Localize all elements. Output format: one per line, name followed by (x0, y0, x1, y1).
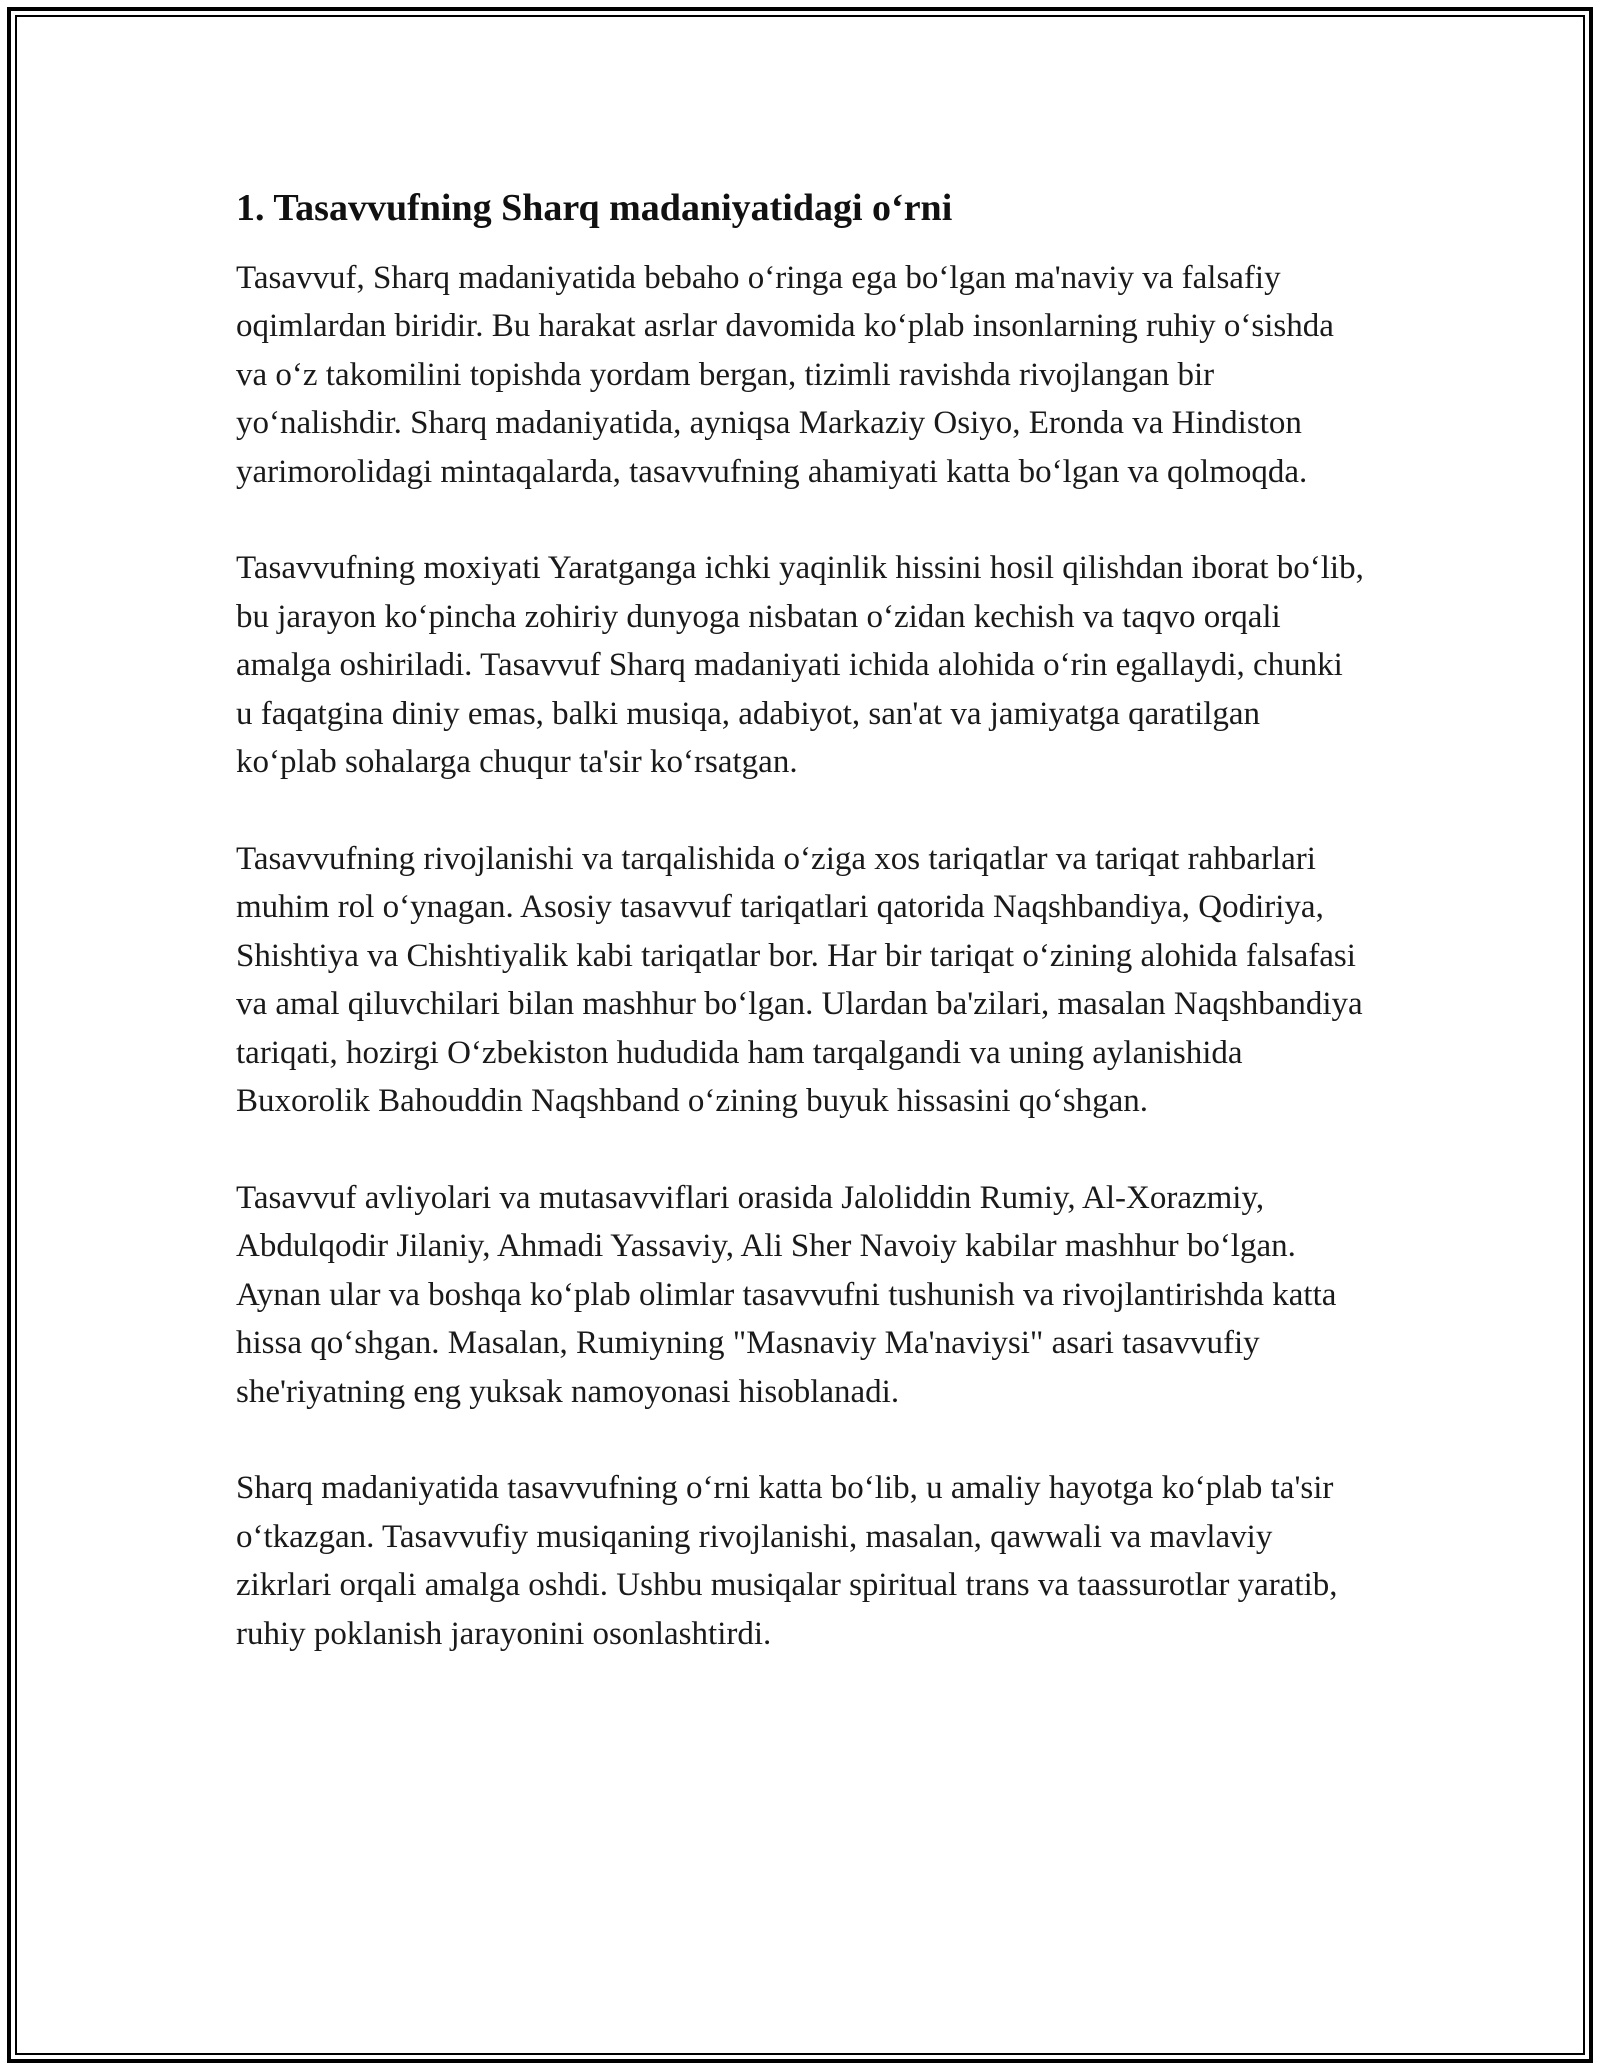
section-heading: 1. Tasavvufning Sharq madaniyatidagi o‘rni (236, 187, 953, 229)
paragraph-3: Tasavvufning rivojlanishi va tarqalishida o‘ziga xos tariqatlar va tariqat rahbarlari muhim rol o‘ynagan. Asosiy tasavvuf tariqatlari qatorida Naqshbandiya, Qodiriya, Shishtiya va Chishtiyalik kabi tariqatlar bor. Har bir tariqat o‘zining alohida falsafasi va amal qiluvchilari bilan mashhur bo‘lgan. Ulardan ba'zilari, masalan Naqshbandiya tariqati, hozirgi O‘zbekiston hududida ham tarqalgandi va uning aylanishida Buxorolik Bahouddin Naqshband o‘zining buyuk hissasini qo‘shgan. (236, 840, 1363, 1120)
document-body (236, 186, 1366, 1706)
paragraph-1: Tasavvuf, Sharq madaniyatida bebaho o‘ringa ega bo‘lgan ma'naviy va falsafiy oqimlardan biridir. Bu harakat asrlar davomida ko‘plab insonlarning ruhiy o‘sishda va o‘z takomilini topishda yordam bergan, tizimli ravishda rivojlangan bir yo‘nalishdir. Sharq madaniyatida, ayniqsa Markaziy Osiyo, Eronda va Hindiston yarimorolidagi mintaqalarda, tasavvufning ahamiyati katta bo‘lgan va qolmoqda. (236, 259, 1334, 490)
paragraph-5: Sharq madaniyatida tasavvufning o‘rni katta bo‘lib, u amaliy hayotga ko‘plab ta'sir o‘tkazgan. Tasavvufiy musiqaning rivojlanishi, masalan, qawwali va mavlaviy zikrlari orqali amalga oshdi. Ushbu musiqalar spiritual trans va taassurotlar yaratib, ruhiy poklanish jarayonini osonlashtirdi. (236, 1470, 1338, 1652)
paragraph-4: Tasavvuf avliyolari va mutasavviflari orasida Jaloliddin Rumiy, Al-Xorazmiy, Abdulqodir Jilaniy, Ahmadi Yassaviy, Ali Sher Navoiy kabilar mashhur bo‘lgan. Aynan ular va boshqa ko‘plab olimlar tasavvufni tushunish va rivojlantirishda katta hissa qo‘shgan. Masalan, Rumiyning "Masnaviy Ma'naviysi" asari tasavvufiy she'riyatning eng yuksak namoyonasi hisoblanadi. (236, 1179, 1337, 1410)
paragraph-2: Tasavvufning moxiyati Yaratganga ichki yaqinlik hissini hosil qilishdan iborat bo‘lib, bu jarayon ko‘pincha zohiriy dunyoga nisbatan o‘zidan kechish va taqvo orqali amalga oshiriladi. Tasavvuf Sharq madaniyati ichida alohida o‘rin egallaydi, chunki u faqatgina diniy emas, balki musiqa, adabiyot, san'at va jamiyatga qaratilgan ko‘plab sohalarga chuqur ta'sir ko‘rsatgan. (236, 550, 1364, 781)
